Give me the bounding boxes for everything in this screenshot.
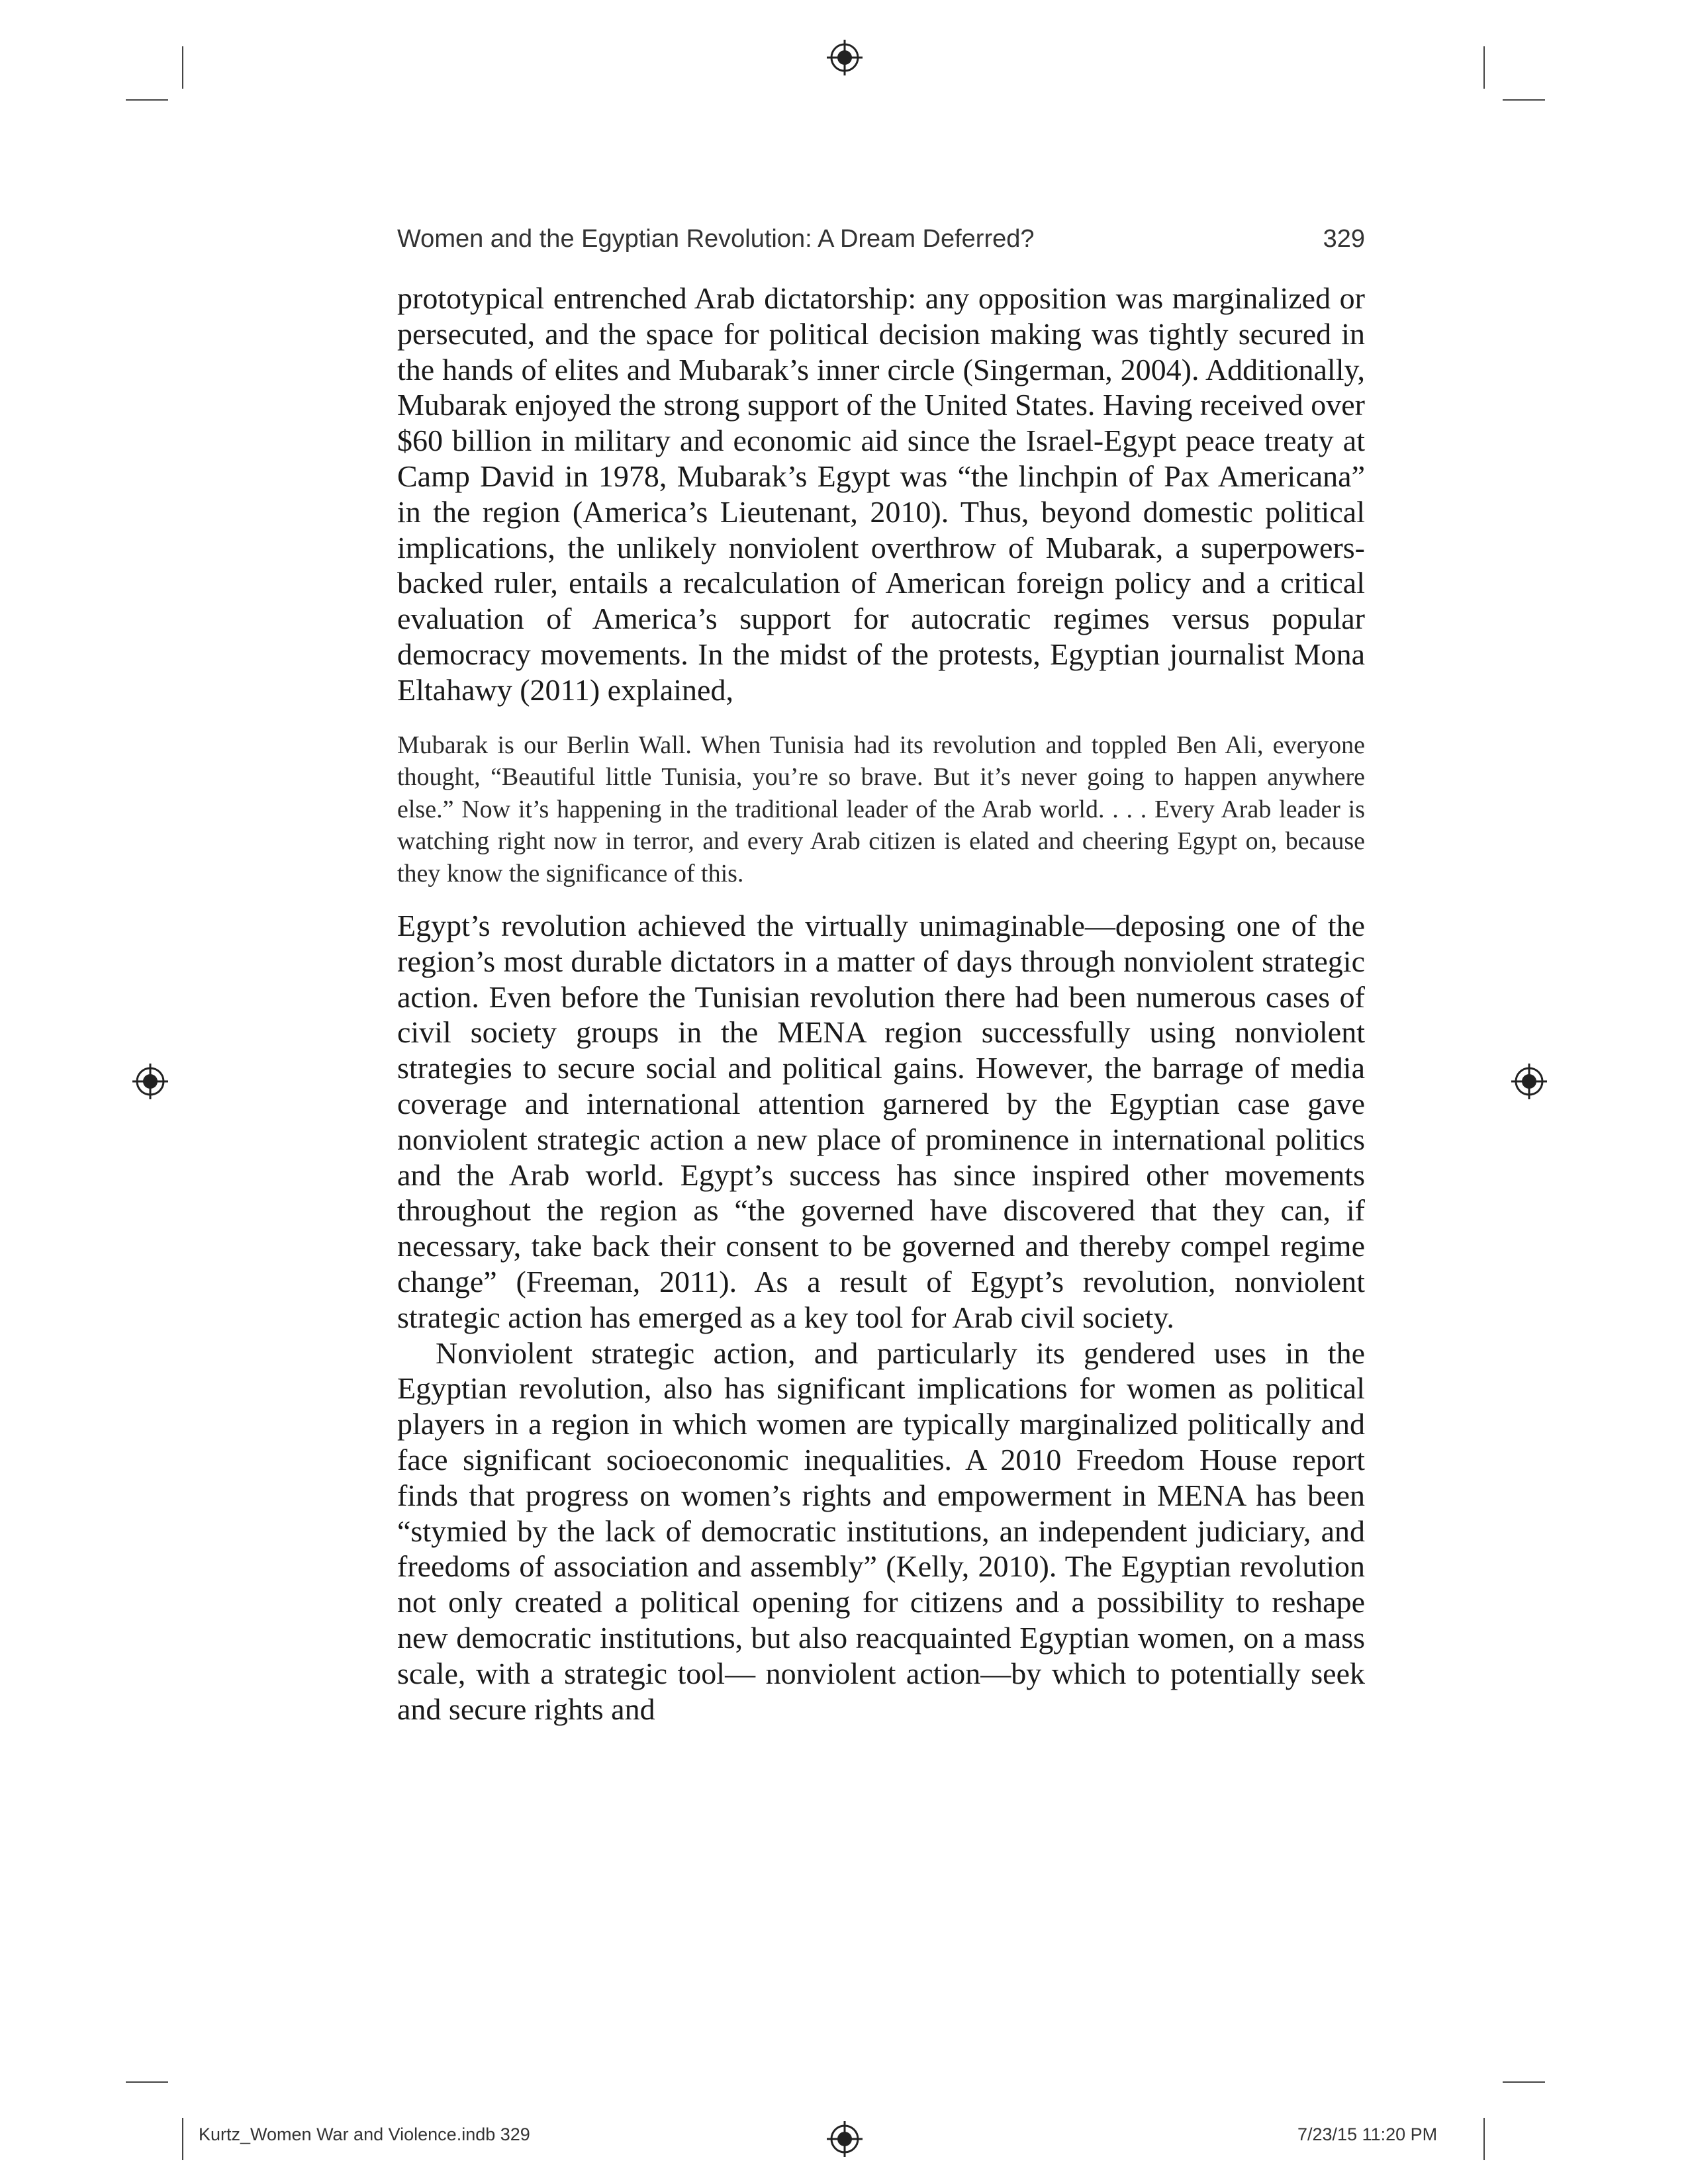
running-head-title: Women and the Egyptian Revolution: A Dream Deferred? xyxy=(397,225,1035,253)
slug-date-time: 7/23/15 11:20 PM xyxy=(1297,2124,1438,2144)
paragraph-1: prototypical entrenched Arab dictatorship: any opposition was marginalized or persecuted, and the space for political decision making was tightly secured in the hands of elites and Mubarak’s inner circle (Singerman, 2004). Additionally, Mubarak enjoyed the strong support of the United States. Having received over $60 billion in military and economic aid since the Israel-Egypt peace treaty at Camp David in 1978, Mubarak’s Egypt was “the linchpin of Pax Americana” in the region (America’s Lieutenant, 2010). Thus, beyond domestic political implications, the unlikely nonviolent overthrow of Mubarak, a superpowers-backed ruler, entails a recalculation of American foreign policy and a critical evaluation of America’s support for autocratic regimes versus popular democracy movements. In the midst of the protests, Egyptian journalist Mona Eltahawy (2011) explained, xyxy=(397,281,1365,707)
registration-mark-bottom-icon xyxy=(827,2121,863,2157)
registration-mark-right-icon xyxy=(1511,1064,1547,1099)
registration-mark-left-icon xyxy=(132,1064,168,1099)
crop-mark-top-left-h xyxy=(126,99,168,101)
crop-mark-bottom-left xyxy=(182,2118,183,2160)
registration-mark-top-icon xyxy=(827,40,863,75)
body-text xyxy=(397,281,1365,1727)
crop-mark-bottom-right xyxy=(1483,2118,1485,2160)
block-quote: Mubarak is our Berlin Wall. When Tunisia had its revolution and toppled Ben Ali, everyone thought, “Beautiful little Tunisia, you’re so brave. But it’s never going to happen anywhere else.” Now it’s happening in the traditional leader of the Arab world. . . . Every Arab leader is watching right now in terror, and every Arab citizen is elated and cheering Egypt on, because they know the significance of this. xyxy=(397,731,1365,887)
crop-mark-bottom-right-h xyxy=(1503,2081,1545,2083)
page-number: 329 xyxy=(1323,225,1365,253)
crop-mark-top-right xyxy=(1483,46,1485,89)
crop-mark-top-left xyxy=(182,46,183,89)
paragraph-3: Nonviolent strategic action, and particularly its gendered uses in the Egyptian revolution, also has significant implications for women as political players in a region in which women are typically marginalized politically and face significant socioeconomic inequalities. A 2010 Freedom House report finds that progress on women’s rights and empowerment in MENA has been “stymied by the lack of democratic institutions, an independent judiciary, and freedoms of association and assembly” (Kelly, 2010). The Egyptian revolution not only created a political opening for citizens and a possibility to reshape new democratic institutions, but also reacquainted Egyptian women, on a mass scale, with a strategic tool— nonviolent action—by which to potentially seek and secure rights and xyxy=(397,1336,1365,1726)
slug-file-name: Kurtz_Women War and Violence.indb 329 xyxy=(199,2124,530,2144)
running-head xyxy=(397,225,1365,265)
crop-mark-top-right-h xyxy=(1503,99,1545,101)
paragraph-2: Egypt’s revolution achieved the virtually unimaginable—deposing one of the region’s most durable dictators in a matter of days through nonviolent strategic action. Even before the Tunisian revolution there had been numerous cases of civil society groups in the MENA region successfully using nonviolent strategies to secure social and political gains. However, the barrage of media coverage and international attention garnered by the Egyptian case gave nonviolent strategic action a new place of prominence in international politics and the Arab world. Egypt’s success has since inspired other movements throughout the region as “the governed have discovered that they can, if necessary, take back their consent to be governed and thereby compel regime change” (Freeman, 2011). As a result of Egypt’s revolution, nonviolent strategic action has emerged as a key tool for Arab civil society. xyxy=(397,909,1365,1334)
crop-mark-bottom-left-h xyxy=(126,2081,168,2083)
